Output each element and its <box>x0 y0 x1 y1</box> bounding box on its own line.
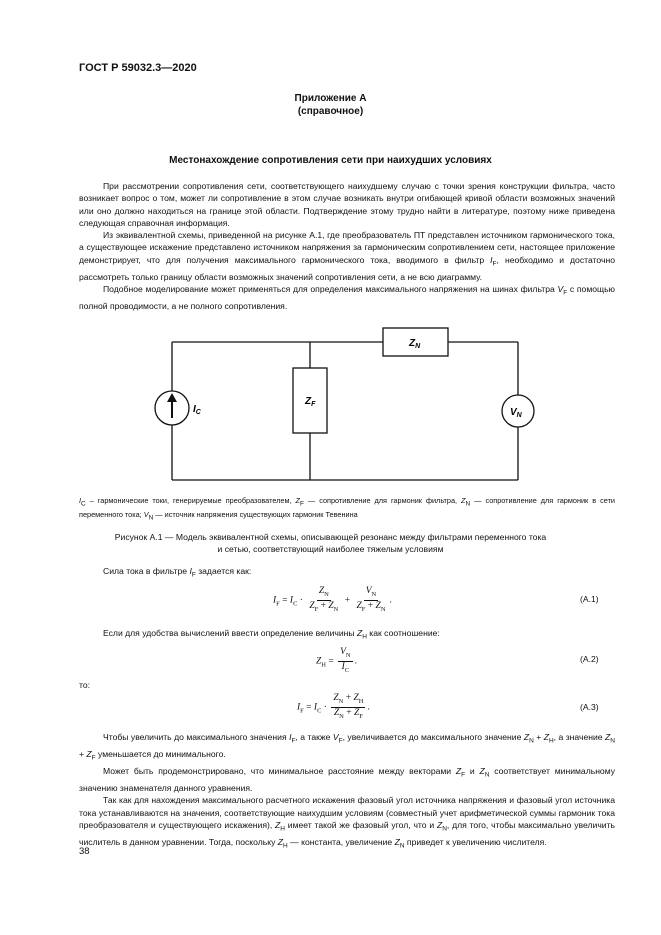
section-title: Местонахождение сопротивления сети при наихудших условиях <box>169 155 492 166</box>
equation-a3: $I_F = I_C$ · $\frac{Z_N + Z_H}{Z_N + Z_F}$ . <box>297 693 370 720</box>
equation-a2: $Z_H$ = $\frac{V_N}{I_C}$ . <box>316 647 357 674</box>
equation-a1-number: (А.1) <box>580 594 599 604</box>
appendix-heading <box>60 92 601 118</box>
appendix-title: Приложение А <box>294 93 367 104</box>
label-zf: $Z_F$ <box>305 396 316 408</box>
equivalent-circuit-diagram <box>150 318 550 488</box>
conclusion-text <box>79 731 615 853</box>
document-header: ГОСТ Р 59032.3—2020 <box>79 62 197 74</box>
paragraph-2: Из эквивалентной схемы, приведенной на рисунке А.1, где преобразователь ПТ представлен источником гармонического тока, а существующее искажение представлено источником напряжения за гармоническим сопротивлением сети, настоящее приложение демонстрирует, что для получения максимального гармонического тока, вводимого в фильтр $I_F$, необходимо и достаточно рассмотреть только границу области возможных значений сопротивления сети, а не всю диаграмму. <box>79 230 615 282</box>
impedance-zn-box <box>383 328 448 356</box>
text-before-a1: Сила тока в фильтре $I_F$ задается как: <box>103 566 252 579</box>
equation-a2-number: (А.2) <box>580 654 599 664</box>
equation-a3-number: (А.3) <box>580 702 599 712</box>
label-zn: $Z_N$ <box>409 338 421 350</box>
paragraph-3: Подобное моделирование может применяться для определения максимального напряжения на шинах фильтра $V_F$ с помощью полной проводимости, а не полного сопротивления. <box>79 284 616 312</box>
final-paragraph-3: Так как для нахождения максимального расчетного искажения фазовый угол источника напряжения и фазовый угол источника тока устанавливаются на значения, соответствующие наихудшим условиям (совместный учет арифметической суммы гармоник тока преобразователя и существующего искажения), $Z_H$ имеет такой же фазовый угол, что и $Z_N$, для того, чтобы максимально увеличить числитель в данном уравнении. Тогда, поскольку $Z_H$ — константа, увеличение $Z_N$ приведет к увеличению числителя. <box>79 795 616 850</box>
paragraph-1: При рассмотрении сопротивления сети, соответствующего наихудшему случаю с точки зрения конструкции фильтра, часто возникает вопрос о том, может ли сопротивление в этом случае возникать внутри огибающей кривой области возможных значений или оно должно находиться на границе этой области. Подтверждение этому трудно найти в литературе, поэтому ниже приведена следующая справочная информация. <box>79 181 615 228</box>
label-vn: $V_N$ <box>510 407 522 419</box>
voltage-source-vn <box>502 395 534 427</box>
text-before-a2: Если для удобства вычислений ввести определение величины $Z_H$ как соотношение: <box>103 628 440 641</box>
final-paragraph-1: Чтобы увеличить до максимального значения $I_F$, а также $V_F$, увеличивается до максимального значение $Z_N + Z_H$, а значение $Z_N + Z_F$ уменьшается до минимального. <box>79 732 615 762</box>
figure-legend: $I_C$ – гармонические токи, генерируемые преобразователем, $Z_F$ — сопротивление для гармоник фильтра, $Z_N$ — сопротивление для гармоник в сети переменного тока; $V_N$ — источник напряжения существующих гармоник Тевенина <box>79 496 615 522</box>
page-number: 38 <box>79 846 90 857</box>
appendix-subtitle: (справочное) <box>297 106 364 117</box>
figure-caption-line2: и сетью, соответствующий наиболее тяжелым условиям <box>217 544 444 554</box>
intro-text <box>79 180 615 312</box>
label-ic: $I_C$ <box>193 404 201 416</box>
figure-caption-line1: Рисунок А.1 — Модель эквивалентной схемы, описывающей резонанс между фильтрами переменного тока <box>114 532 547 542</box>
text-before-a3: то: <box>79 680 91 690</box>
equation-a1: $I_F = I_C$ · $\frac{Z_N}{Z_F + Z_N}$ + $\frac{V_N}{Z_F + Z_N}$ . <box>273 586 392 613</box>
current-arrow <box>167 393 177 418</box>
figure-caption <box>60 531 601 555</box>
final-paragraph-2: Может быть продемонстрировано, что минимальное расстояние между векторами $Z_F$ и $Z_N$ соответствует минимальному значению знаменателя данного уравнения. <box>79 766 616 794</box>
